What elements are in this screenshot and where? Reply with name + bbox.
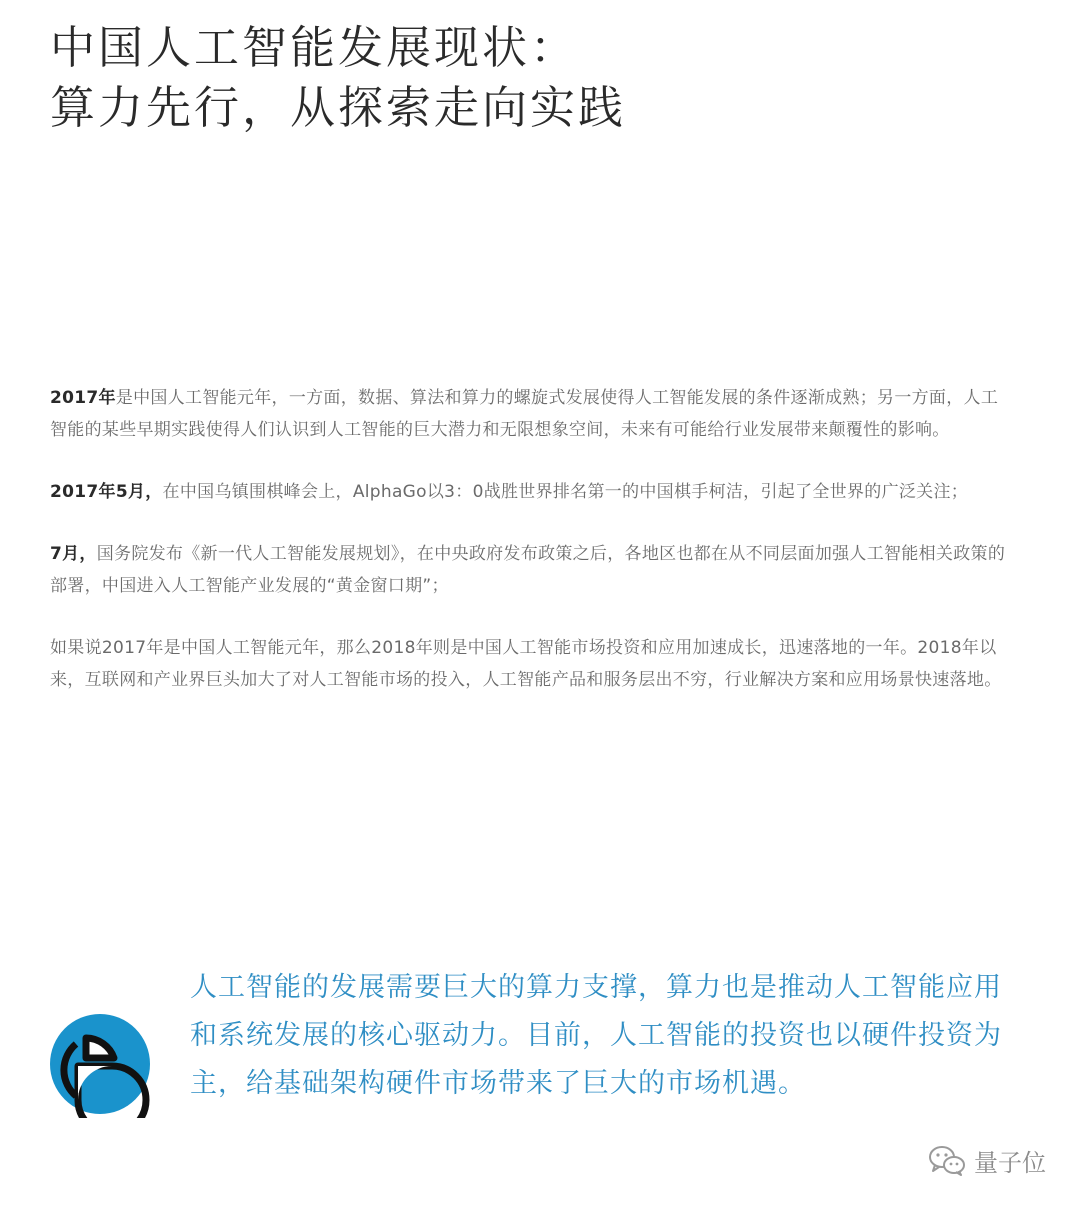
title-line-2: 算力先行，从探索走向实践 — [50, 81, 627, 134]
paragraph-2018 — [50, 632, 1010, 696]
paragraph-lead: 7月， — [50, 544, 97, 564]
watermark — [928, 1140, 1046, 1180]
paragraph-text: 是中国人工智能元年，一方面，数据、算法和算力的螺旋式发展使得人工智能发展的条件逐渐成熟；另一方面，人工智能的某些早期实践使得人们认识到人工智能的巨大潜力和无限想象空间，未来有可能给行业发展带来颠覆性的影响。 — [50, 388, 999, 440]
pie-chart-icon — [48, 1014, 152, 1118]
wechat-icon — [928, 1144, 966, 1176]
paragraph-text: 如果说2017年是中国人工智能元年，那么2018年则是中国人工智能市场投资和应用加速成长，迅速落地的一年。2018年以来，互联网和产业界巨头加大了对人工智能市场的投入，人工智能产品和服务层出不穷，行业解决方案和应用场景快速落地。 — [50, 638, 1002, 690]
paragraph-may-2017 — [50, 476, 1010, 508]
paragraph-text: 在中国乌镇围棋峰会上，AlphaGo以3：0战胜世界排名第一的中国棋手柯洁，引起了全世界的广泛关注； — [162, 482, 969, 502]
title-line-1: 中国人工智能发展现状： — [50, 21, 579, 74]
callout-text: 人工智能的发展需要巨大的算力支撑，算力也是推动人工智能应用和系统发展的核心驱动力。目前，人工智能的投资也以硬件投资为主，给基础架构硬件市场带来了巨大的市场机遇。 — [190, 972, 1002, 1099]
paragraph-lead: 2017年5月， — [50, 482, 163, 502]
paragraph-lead: 2017年 — [50, 388, 116, 408]
paragraph-july — [50, 538, 1010, 602]
paragraph-text: 国务院发布《新一代人工智能发展规划》，在中央政府发布政策之后，各地区也都在从不同层面加强人工智能相关政策的部署，中国进入人工智能产业发展的“黄金窗口期”； — [50, 544, 1006, 596]
body-text — [50, 382, 1010, 726]
page-title — [50, 18, 626, 138]
watermark-label: 量子位 — [974, 1148, 1046, 1177]
paragraph-2017 — [50, 382, 1010, 446]
